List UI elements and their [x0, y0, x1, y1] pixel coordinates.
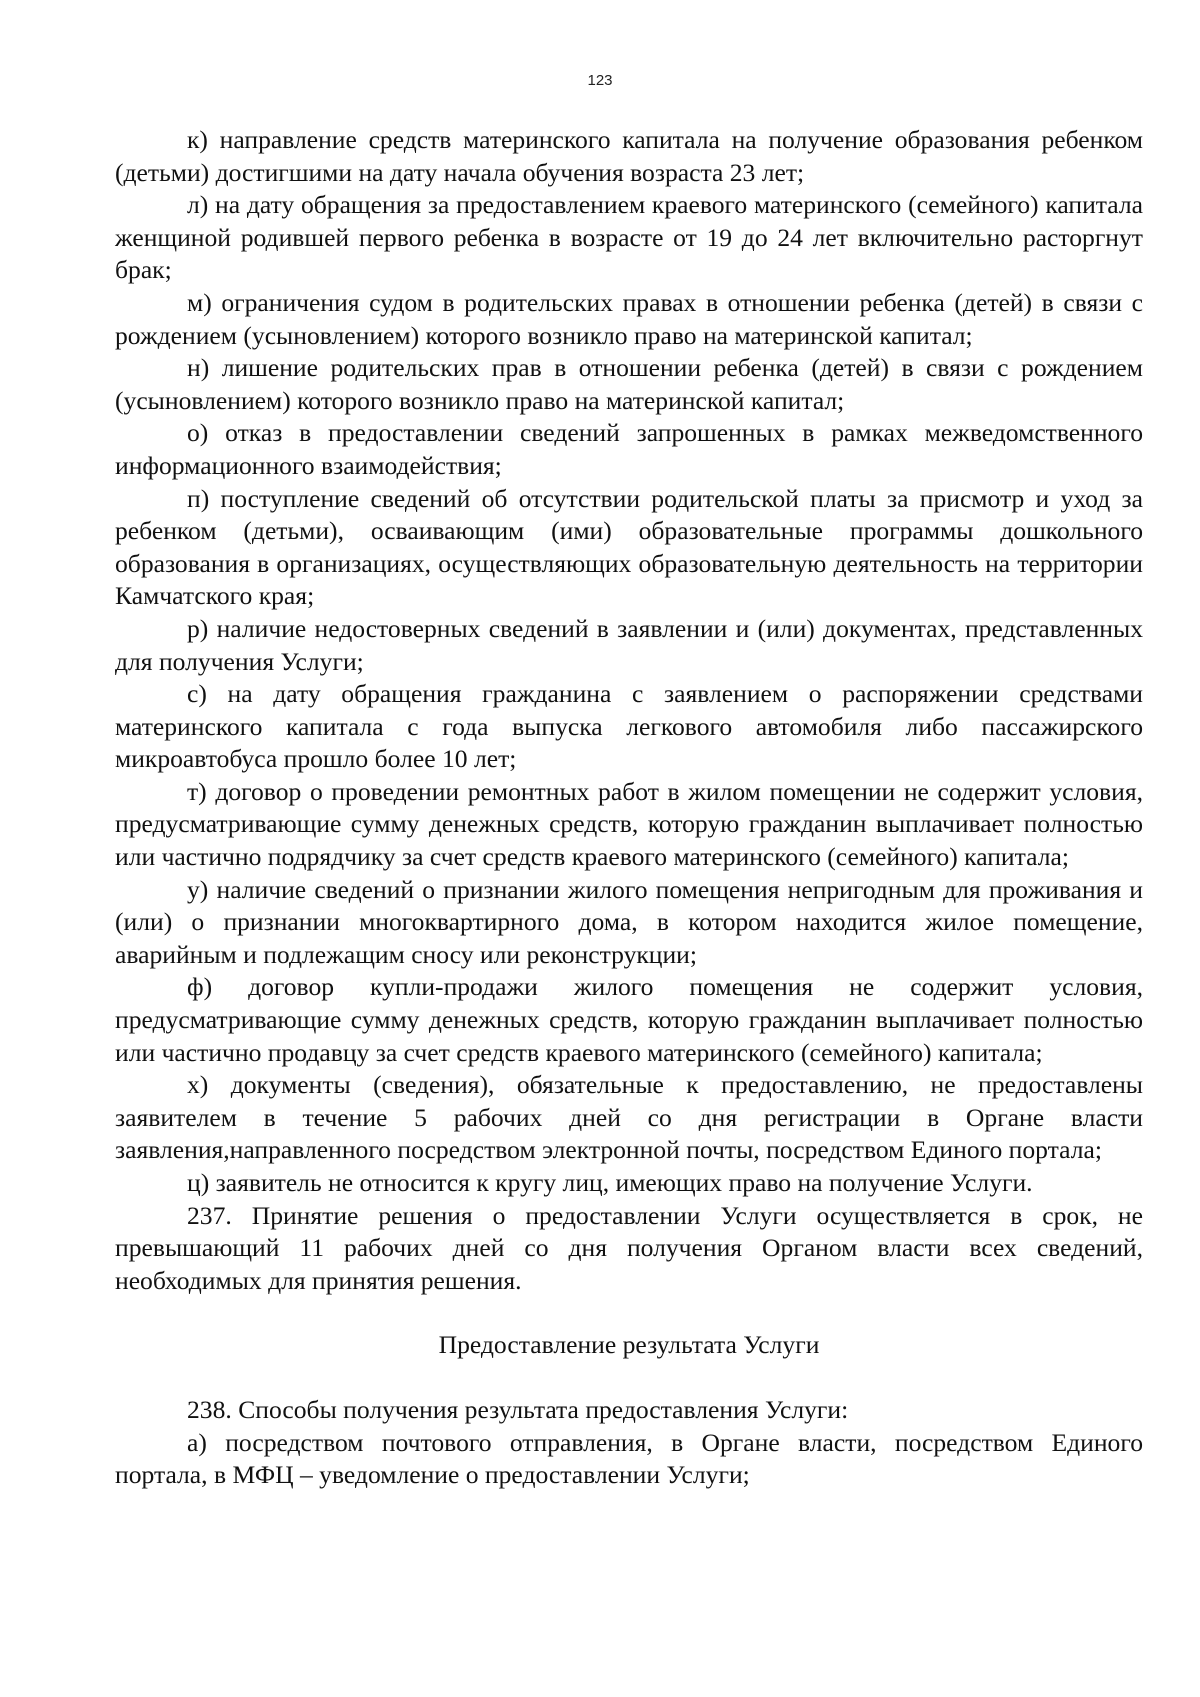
paragraph-238-a: а) посредством почтового отправления, в Органе власти, посредством Единого портала, в МФЦ – уведомление о предоставлении Услуги;: [115, 1427, 1143, 1490]
page-number: 123: [587, 72, 613, 89]
paragraph-l: л) на дату обращения за предоставлением краевого материнского (семейного) капитала женщиной родившей первого ребенка в возрасте от 19 до 24 лет включительно расторгнут брак;: [115, 190, 1143, 285]
paragraph-m: м) ограничения судом в родительских правах в отношении ребенка (детей) в связи с рождением (усыновлением) которого возникло право на материнской капитал;: [115, 287, 1143, 350]
paragraph-t: т) договор о проведении ремонтных работ в жилом помещении не содержит условия, предусматривающие сумму денежных средств, которую гражданин выплачивает полностью или частично подрядчику за счет средств краевого материнского (семейного) капитала;: [115, 776, 1143, 872]
paragraph-s: с) на дату обращения гражданина с заявлением о распоряжении средствами материнского капитала с года выпуска легкового автомобиля либо пассажирского микроавтобуса прошло более 10 лет;: [115, 679, 1143, 774]
paragraph-n: н) лишение родительских прав в отношении ребенка (детей) в связи с рождением (усыновлением) которого возникло право на материнской капитал;: [115, 353, 1143, 415]
paragraph-o: о) отказ в предоставлении сведений запрошенных в рамках межведомственного информационного взаимодействия;: [115, 418, 1143, 480]
section-heading: Предоставление результата Услуги: [438, 1330, 820, 1360]
paragraph-237: 237. Принятие решения о предоставлении Услуги осуществляется в срок, не превышающий 11 рабочих дней со дня получения Органом власти всех сведений, необходимых для принятия решения.: [115, 1200, 1143, 1295]
paragraph-r: р) наличие недостоверных сведений в заявлении и (или) документах, представленных для получения Услуги;: [115, 613, 1143, 676]
paragraph-u: у) наличие сведений о признании жилого помещения непригодным для проживания и (или) о признании многоквартирного дома, в котором находится жилое помещение, аварийным и подлежащим сносу или реконструкции;: [115, 874, 1143, 969]
paragraph-238: 238. Способы получения результата предоставления Услуги:: [187, 1394, 849, 1424]
document-body: [115, 124, 1143, 1492]
paragraph-ts: ц) заявитель не относится к кругу лиц, имеющих право на получение Услуги.: [187, 1168, 1033, 1197]
paragraph-kh: х) документы (сведения), обязательные к предоставлению, не предоставлены заявителем в течение 5 рабочих дней со дня регистрации в Органе власти заявления,направленного посредством электронной почты, посредством Единого портала;: [115, 1070, 1143, 1165]
paragraph-p: п) поступление сведений об отсутствии родительской платы за присмотр и уход за ребенком (детьми), осваивающим (ими) образовательные программы дошкольного образования в организациях, осуществляющих образовательную деятельность на территории Камчатского края;: [115, 483, 1143, 611]
paragraph-k: к) направление средств материнского капитала на получение образования ребенком (детьми) достигшими на дату начала обучения возраста 23 лет;: [115, 125, 1143, 187]
paragraph-f: ф) договор купли-продажи жилого помещения не содержит условия, предусматривающие сумму денежных средств, которую гражданин выплачивает полностью или частично продавцу за счет средств краевого материнского (семейного) капитала;: [115, 972, 1143, 1067]
